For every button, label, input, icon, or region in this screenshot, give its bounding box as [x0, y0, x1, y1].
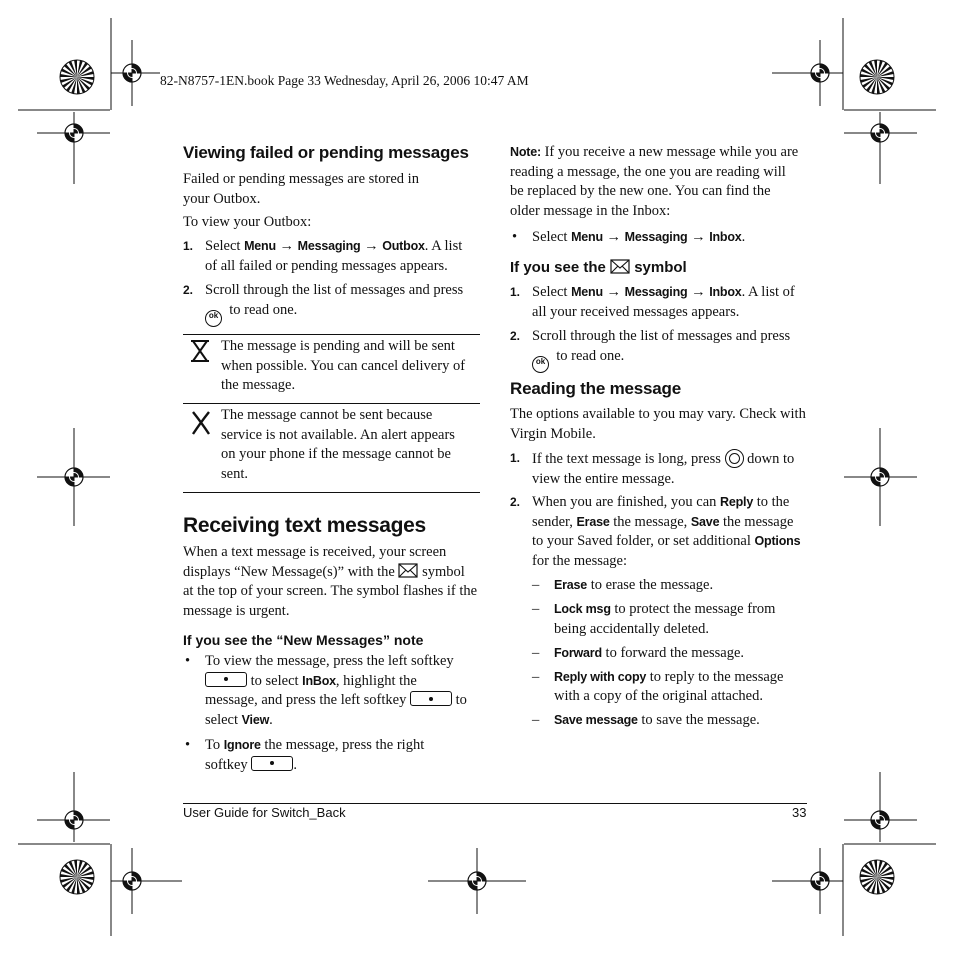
table-row-failed: The message cannot be sent because service is not available. An alert appears on your phone if the message cannot be sent.: [221, 407, 455, 482]
footer-title: User Guide for Switch_Back: [183, 805, 346, 820]
reading-paragraph: The options available to you may vary. Check with Virgin Mobile.: [510, 406, 806, 442]
table-rule-mid: [183, 403, 480, 404]
table-rule-bottom: [183, 492, 480, 493]
hourglass-icon: [189, 340, 211, 362]
starburst-wheel: [860, 860, 894, 894]
list-item: – Erase to erase the message.: [532, 577, 714, 593]
table-row-pending: The message is pending and will be sent when possible. You can cancel delivery of the message.: [221, 338, 466, 394]
symbol-step-1: 1. Select Menu → Messaging → Inbox. A list of all your received messages appears.: [510, 284, 795, 320]
bullet-ignore-message: • To Ignore the message, press the right softkey .: [185, 737, 425, 773]
right-softkey-icon: [251, 756, 293, 771]
starburst-wheel: [860, 60, 894, 94]
viewing-step-2: 2. Scroll through the list of messages and press ok to read one.: [183, 281, 483, 327]
viewing-paragraph: Failed or pending messages are stored in your Outbox.: [183, 171, 419, 207]
note-paragraph: Note: If you receive a new message while you are reading a message, the one you are reading will be replaced by the new one. You can find the older message in the Inbox:: [510, 144, 799, 219]
table-rule-top: [183, 334, 480, 335]
envelope-icon: [610, 259, 630, 274]
left-softkey-icon: [205, 672, 247, 687]
list-item: – Lock msg to protect the message from being accidentally deleted.: [532, 600, 776, 637]
ok-key-icon: ok: [532, 356, 549, 373]
starburst-wheel: [60, 860, 94, 894]
subheading-symbol: If you see the symbol: [510, 259, 687, 276]
failed-x-icon: [190, 410, 212, 436]
footer-rule: [183, 803, 807, 804]
reading-step-1: 1. If the text message is long, press down to view the entire message.: [510, 451, 795, 487]
viewing-intro: To view your Outbox:: [183, 214, 312, 230]
starburst-wheel: [60, 60, 94, 94]
envelope-icon: [398, 563, 418, 578]
viewing-step-1: 1. Select Menu → Messaging → Outbox. A list of all failed or pending messages appears.: [183, 238, 463, 274]
section-heading-viewing: Viewing failed or pending messages: [183, 143, 469, 162]
symbol-step-2: 2. Scroll through the list of messages and press ok to read one.: [510, 327, 810, 373]
list-item: – Reply with copy to reply to the message with a copy of the original attached.: [532, 668, 784, 705]
subheading-new-messages: If you see the “New Messages” note: [183, 632, 424, 648]
list-item: – Save message to save the message.: [532, 712, 760, 729]
receiving-paragraph: When a text message is received, your screen displays “New Message(s)” with the symbol at the top of your screen. The symbol flashes if the message is urgent.: [183, 544, 478, 619]
bullet-view-message: • To view the message, press the left softkey to select InBox, highlight the message, and press the left softkey to select View.: [185, 653, 467, 728]
list-item: – Forward to forward the message.: [532, 644, 745, 661]
options-list: [532, 576, 822, 731]
section-heading-receiving: Receiving text messages: [183, 514, 426, 537]
note-bullet: • Select Menu → Messaging → Inbox.: [512, 229, 746, 245]
section-heading-reading: Reading the message: [510, 379, 681, 398]
print-stamp: 82-N8757-1EN.book Page 33 Wednesday, April 26, 2006 10:47 AM: [160, 73, 529, 88]
reading-step-2: 2. When you are finished, you can Reply to the sender, Erase the message, Save the message to your Saved folder, or set additional Options for the message:: [510, 494, 801, 569]
left-softkey-icon: [410, 691, 452, 706]
ok-key-icon: ok: [205, 310, 222, 327]
navigation-key-icon: [725, 449, 744, 468]
page-number: 33: [792, 805, 807, 820]
